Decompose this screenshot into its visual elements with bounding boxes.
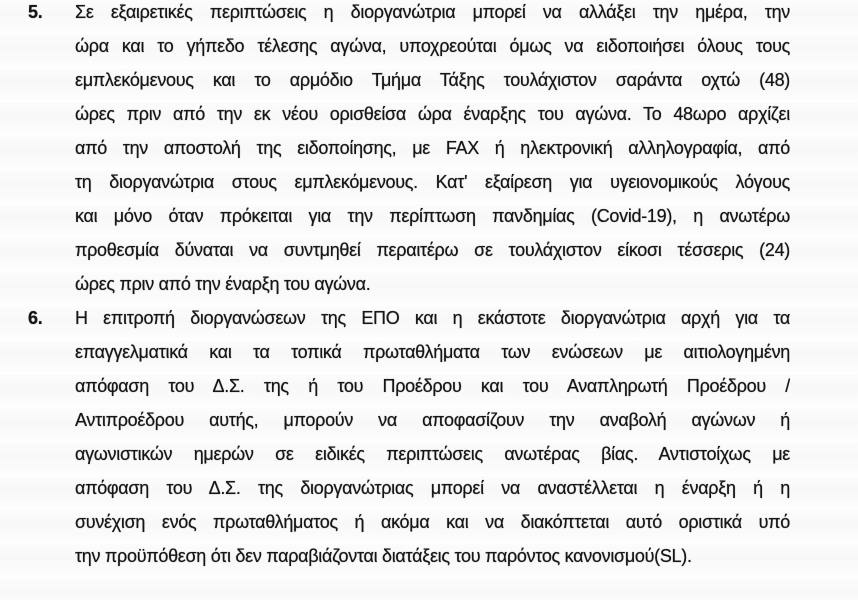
text-line: συνέχιση ενός πρωταθλήματος ή ακόμα και να διακόπτεται αυτό οριστικά υπό — [75, 512, 790, 532]
text-line: Η επιτροπή διοργανώσεων της ΕΠΟ και η εκάστοτε διοργανώτρια αρχή για τα — [75, 308, 790, 328]
text-line: ώρα και το γήπεδο τέλεσης αγώνα, υποχρεούται όμως να ειδοποιήσει όλους τους — [75, 36, 790, 56]
text-line: προθεσμία δύναται να συντμηθεί περαιτέρω σε τουλάχιστον είκοσι τέσσερις (24) — [75, 240, 790, 260]
text-line: Σε εξαιρετικές περιπτώσεις η διοργανώτρια μπορεί να αλλάξει την ημέρα, την — [75, 2, 790, 22]
text-line: απόφαση του Δ.Σ. της διοργανώτριας μπορεί να αναστέλλεται η έναρξη ή η — [75, 478, 790, 498]
text-line: επαγγελματικά και τα τοπικά πρωταθλήματα των ενώσεων με αιτιολογημένη — [75, 342, 790, 362]
text-line: αγωνιστικών ημερών σε ειδικές περιπτώσεις ανωτέρας βίας. Αντιστοίχως με — [75, 444, 790, 464]
paragraph-6 — [28, 301, 790, 573]
text-line: από την αποστολή της ειδοποίησης, με FAX ή ηλεκτρονική αλληλογραφία, από — [75, 138, 790, 158]
paragraph-number: 5. — [28, 2, 43, 22]
text-line: Αντιπροέδρου αυτής, μπορούν να αποφασίζουν την αναβολή αγώνων ή — [75, 410, 790, 430]
document-text-block — [28, 0, 790, 573]
text-line: απόφαση του Δ.Σ. της ή του Προέδρου και του Αναπληρωτή Προέδρου / — [75, 376, 790, 396]
text-line: την προϋπόθεση ότι δεν παραβιάζονται διατάξεις του παρόντος κανονισμού(SL). — [75, 546, 692, 566]
text-line: τη διοργανώτρια στους εμπλεκόμενους. Κατ' εξαίρεση για υγειονομικούς λόγους — [75, 172, 790, 192]
paragraph-number: 6. — [28, 308, 43, 328]
text-line: εμπλεκόμενους και το αρμόδιο Τμήμα Τάξης τουλάχιστον σαράντα οχτώ (48) — [75, 70, 790, 90]
text-line: και μόνο όταν πρόκειται για την περίπτωση πανδημίας (Covid-19), η ανωτέρω — [75, 206, 790, 226]
text-line: ώρες πριν από την έναρξη του αγώνα. — [75, 274, 371, 294]
text-line: ώρες πριν από την εκ νέου ορισθείσα ώρα έναρξης του αγώνα. Το 48ωρο αρχίζει — [75, 104, 790, 124]
paragraph-5 — [28, 0, 790, 301]
